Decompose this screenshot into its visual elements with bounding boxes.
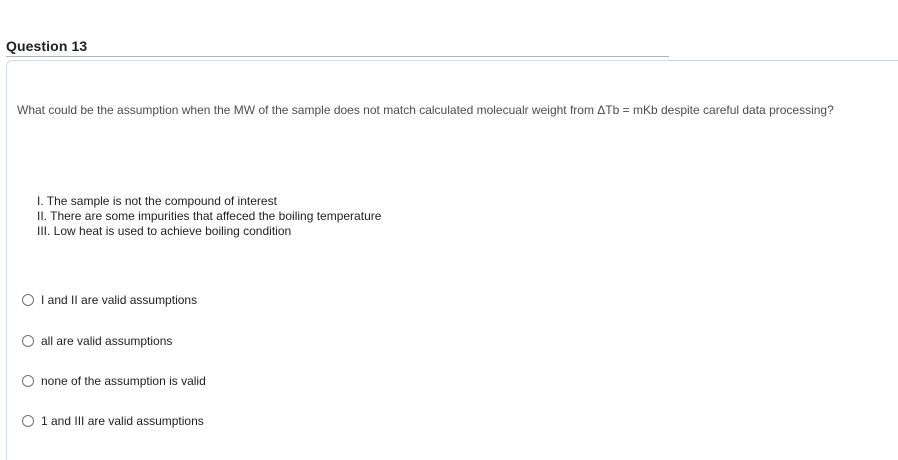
question-header <box>6 38 669 57</box>
statement-list <box>37 194 381 239</box>
question-title: Question 13 <box>6 38 88 54</box>
radio-button[interactable] <box>22 335 34 347</box>
statement-item: III. Low heat is used to achieve boiling condition <box>37 224 292 238</box>
answer-option-1[interactable] <box>22 293 197 307</box>
answer-option-4[interactable] <box>22 414 204 428</box>
answer-option-label[interactable]: all are valid assumptions <box>41 334 173 348</box>
question-container <box>6 60 898 460</box>
question-text: What could be the assumption when the MW of the sample does not match calculated molecualr weight from ΔTb = mKb despite careful data processing? <box>17 103 834 117</box>
answer-option-label[interactable]: none of the assumption is valid <box>41 374 206 388</box>
radio-button[interactable] <box>22 294 34 306</box>
radio-button[interactable] <box>22 415 34 427</box>
answer-option-label[interactable]: I and II are valid assumptions <box>41 293 198 307</box>
statement-item: I. The sample is not the compound of interest <box>37 194 277 208</box>
statement-item: II. There are some impurities that affeced the boiling temperature <box>37 209 382 223</box>
answer-option-label[interactable]: 1 and III are valid assumptions <box>41 414 204 428</box>
answer-option-3[interactable] <box>22 374 206 388</box>
answer-option-2[interactable] <box>22 334 172 348</box>
radio-button[interactable] <box>22 375 34 387</box>
